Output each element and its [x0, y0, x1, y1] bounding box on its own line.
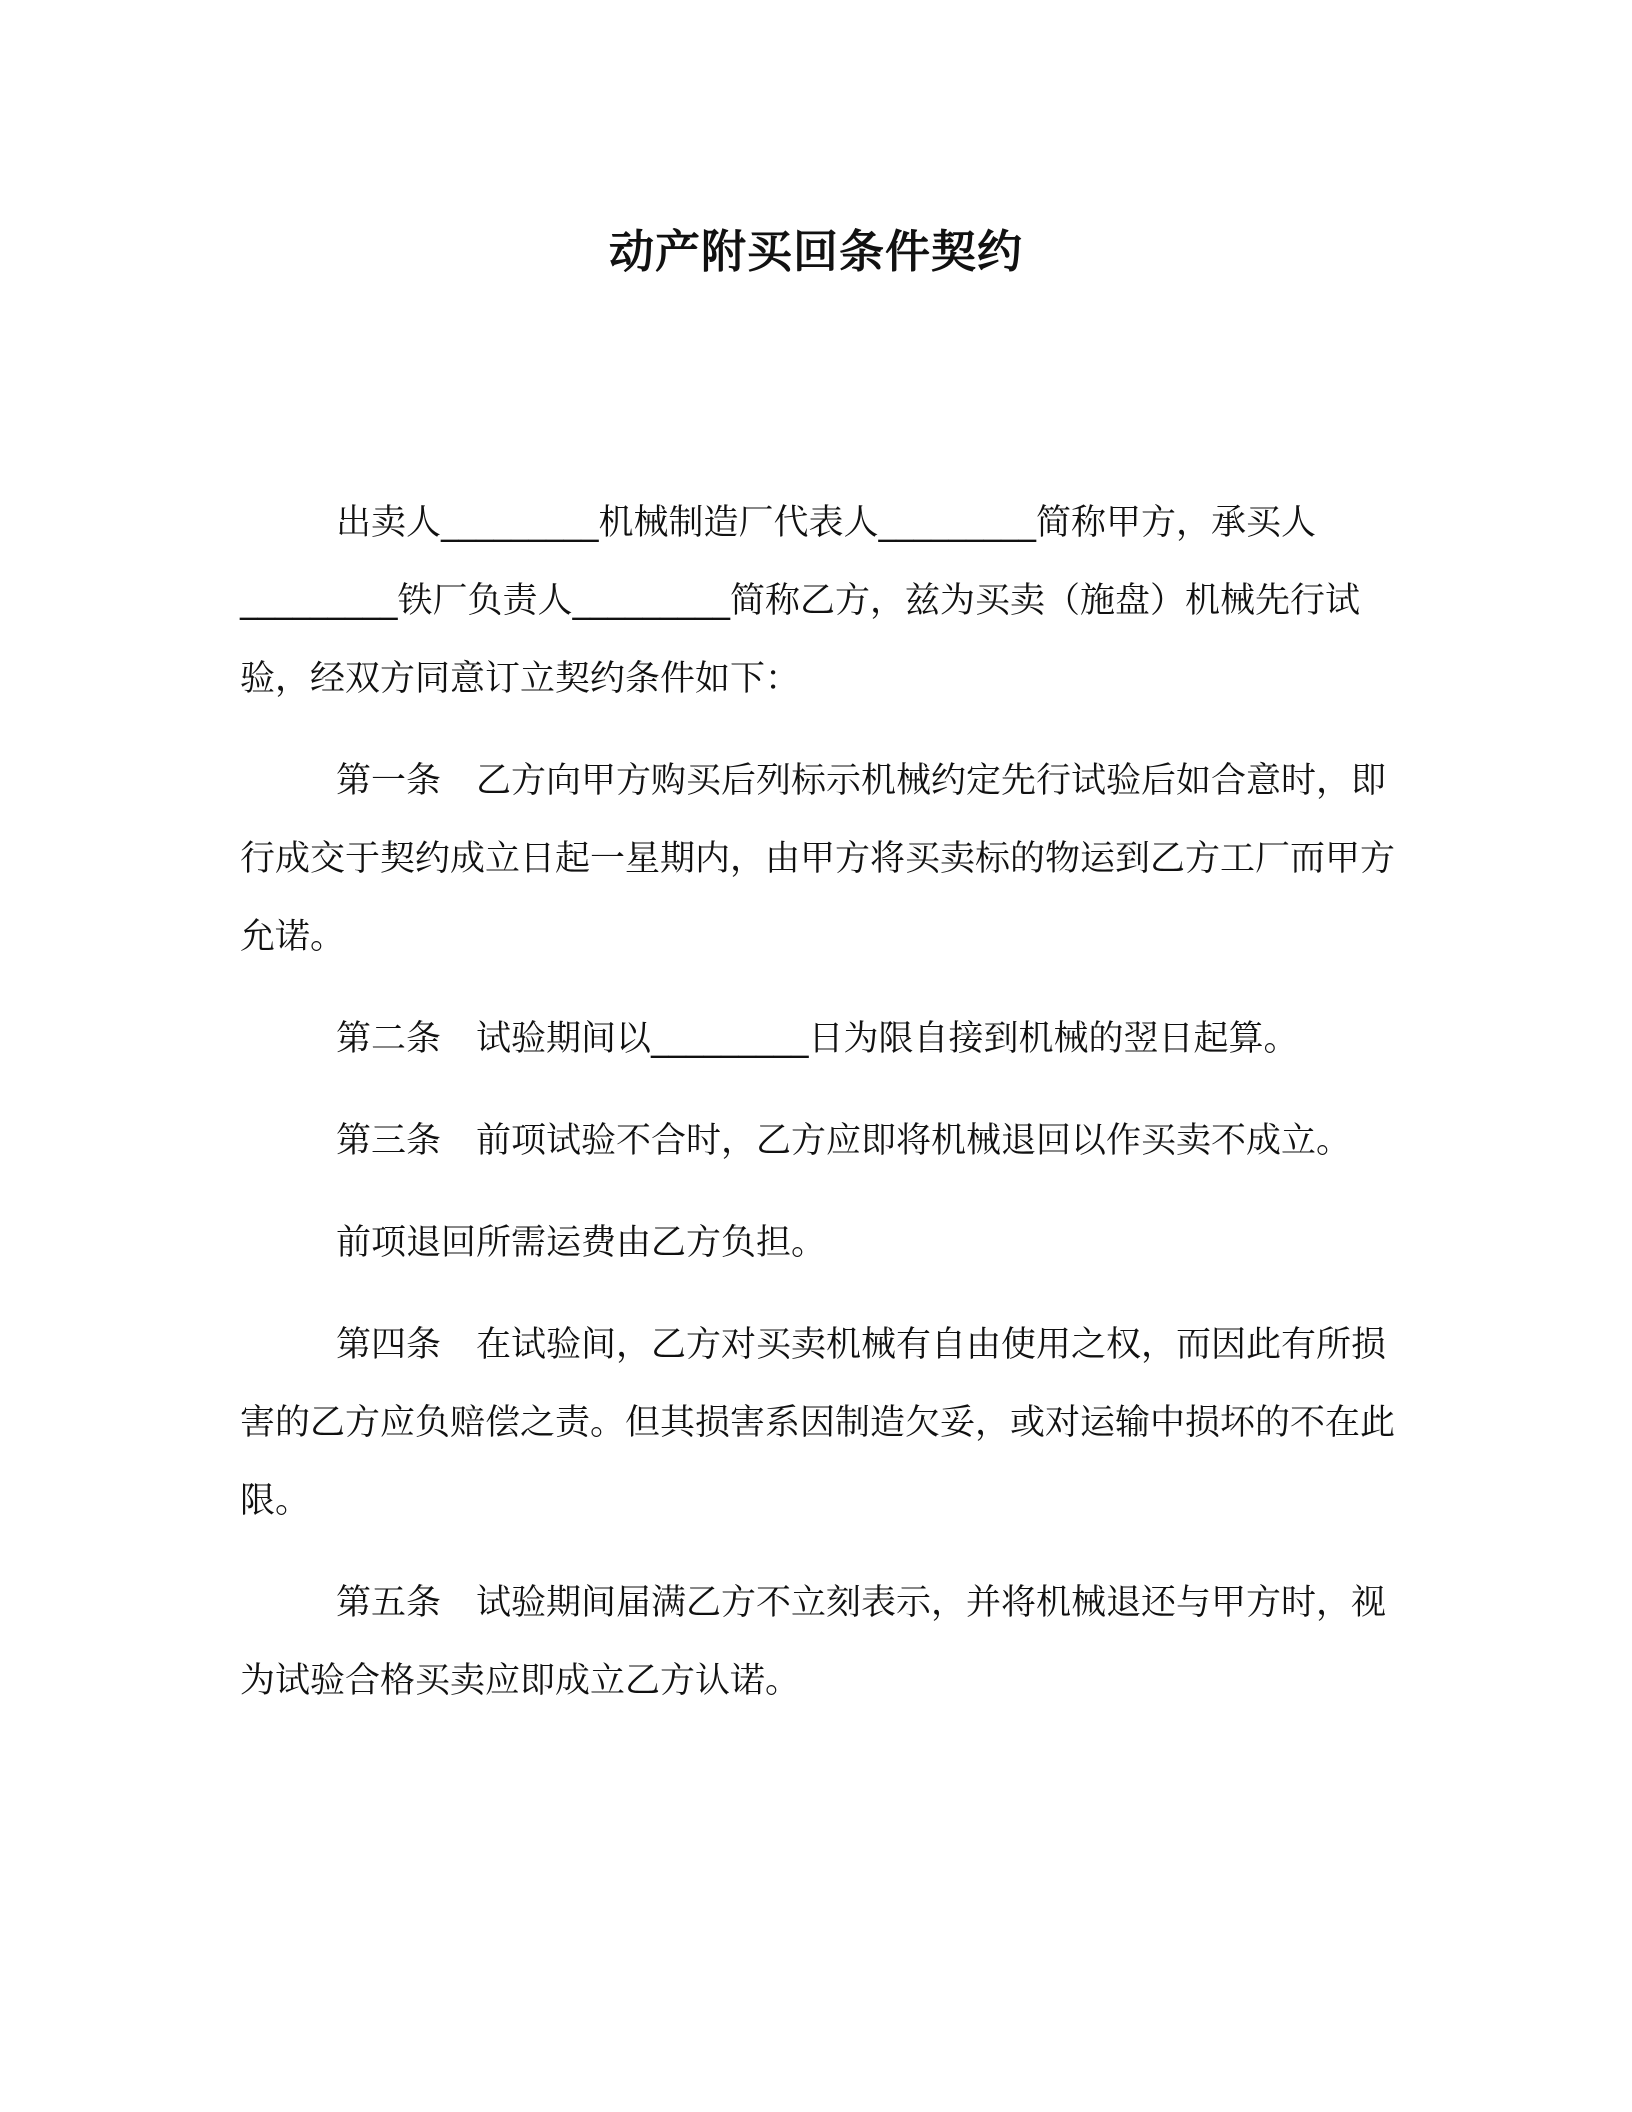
paragraph-text: 试验期间以_________日为限自接到机械的翌日起算。: [476, 1019, 1299, 1059]
preamble-paragraph: [240, 484, 1400, 718]
paragraph-text: 试验期间届满乙方不立刻表示，并将机械退还与甲方时，视为试验合格买卖应即成立乙方认诺。: [240, 1583, 1387, 1701]
article-number: 第二条: [336, 1019, 442, 1059]
article-4-paragraph: [240, 1306, 1400, 1540]
paragraph-text: 乙方向甲方购买后列标示机械约定先行试验后如合意时，即行成交于契约成立日起一星期内，由甲方将买卖标的物运到乙方工厂而甲方允诺。: [240, 761, 1396, 957]
article-3-continuation-paragraph: [240, 1204, 1400, 1282]
paragraph-text: 出卖人_________机械制造厂代表人_________简称甲方，承买人_________铁厂负责人_________简称乙方，兹为买卖（施盘）机械先行试验，经双方同意订立契约条件如下：: [240, 503, 1361, 699]
article-number: 第四条: [336, 1325, 442, 1365]
article-1-paragraph: [240, 742, 1400, 976]
article-2-paragraph: [240, 1000, 1400, 1078]
article-5-paragraph: [240, 1564, 1400, 1720]
article-number: 第五条: [336, 1583, 442, 1623]
paragraph-text: 前项退回所需运费由乙方负担。: [336, 1223, 827, 1263]
paragraph-text: 在试验间，乙方对买卖机械有自由使用之权，而因此有所损害的乙方应负赔偿之责。但其损害系因制造欠妥，或对运输中损坏的不在此限。: [240, 1325, 1396, 1521]
paragraph-text: 前项试验不合时，乙方应即将机械退回以作买卖不成立。: [476, 1121, 1352, 1161]
article-3-paragraph: [240, 1102, 1400, 1180]
document-body: [240, 484, 1400, 1720]
article-number: 第一条: [336, 761, 442, 801]
document-title: 动产附买回条件契约: [608, 225, 1023, 278]
article-number: 第三条: [336, 1121, 442, 1161]
